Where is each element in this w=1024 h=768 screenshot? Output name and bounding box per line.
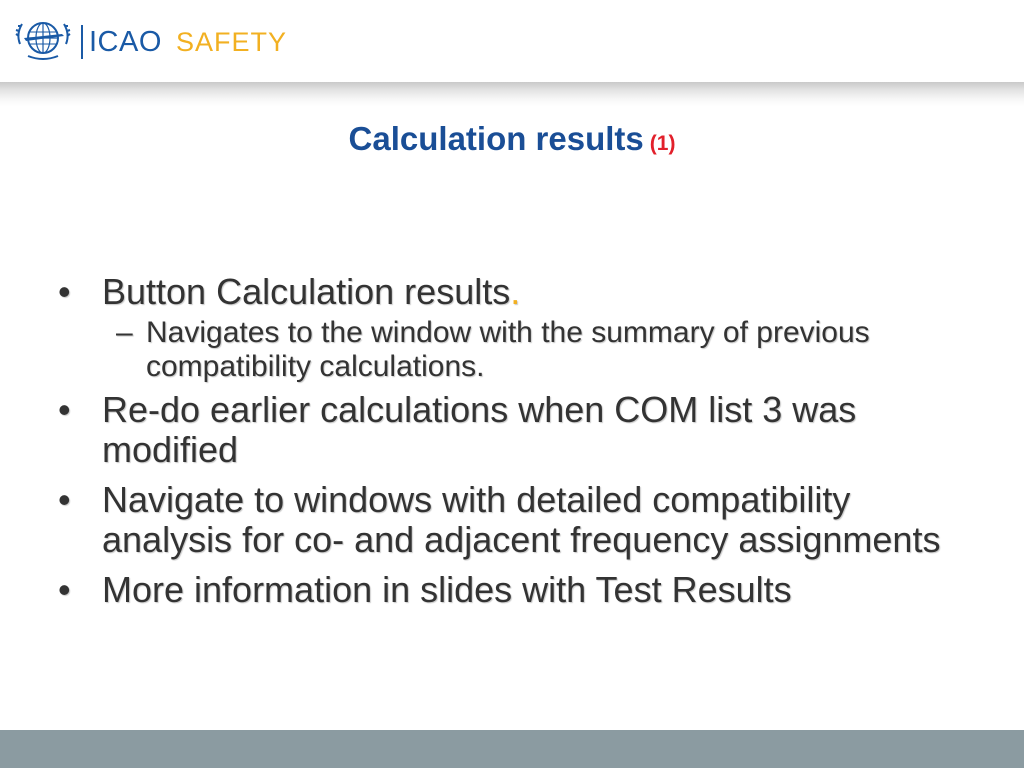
header-shadow (0, 82, 1024, 106)
slide-title-number: (1) (649, 132, 676, 155)
slide-header (0, 0, 1024, 82)
bullet-text: More information in slides with Test Results (102, 569, 792, 610)
slide-body (58, 272, 958, 620)
bullet-marker: • (58, 479, 71, 520)
bullet-text: Button Calculation results (102, 271, 511, 312)
logo-divider (81, 25, 83, 59)
bullet-marker: • (58, 389, 71, 430)
slide-title-text: Calculation results (348, 120, 644, 157)
icao-emblem-icon (14, 14, 72, 64)
sub-bullet-text: Navigates to the window with the summary of previous compatibility calculations. (146, 316, 870, 383)
bullet-text: Navigate to windows with detailed compatibility analysis for co- and adjacent frequency assignments (102, 479, 941, 560)
bullet-item (58, 480, 958, 560)
sub-bullet-marker: – (116, 316, 133, 349)
bullet-item (58, 272, 958, 312)
bullet-marker: • (58, 569, 71, 610)
slide-title (0, 120, 1024, 158)
footer-bar (0, 730, 1024, 768)
bullet-period: . (510, 271, 521, 312)
bullet-text: Re-do earlier calculations when COM list 3 was modified (102, 389, 857, 470)
bullet-item (58, 390, 958, 470)
safety-logo-text: SAFETY (176, 27, 288, 57)
sub-bullet-item (58, 316, 958, 384)
icao-logo-text: ICAO (89, 26, 162, 58)
bullet-marker: • (58, 271, 71, 312)
bullet-item (58, 570, 958, 610)
